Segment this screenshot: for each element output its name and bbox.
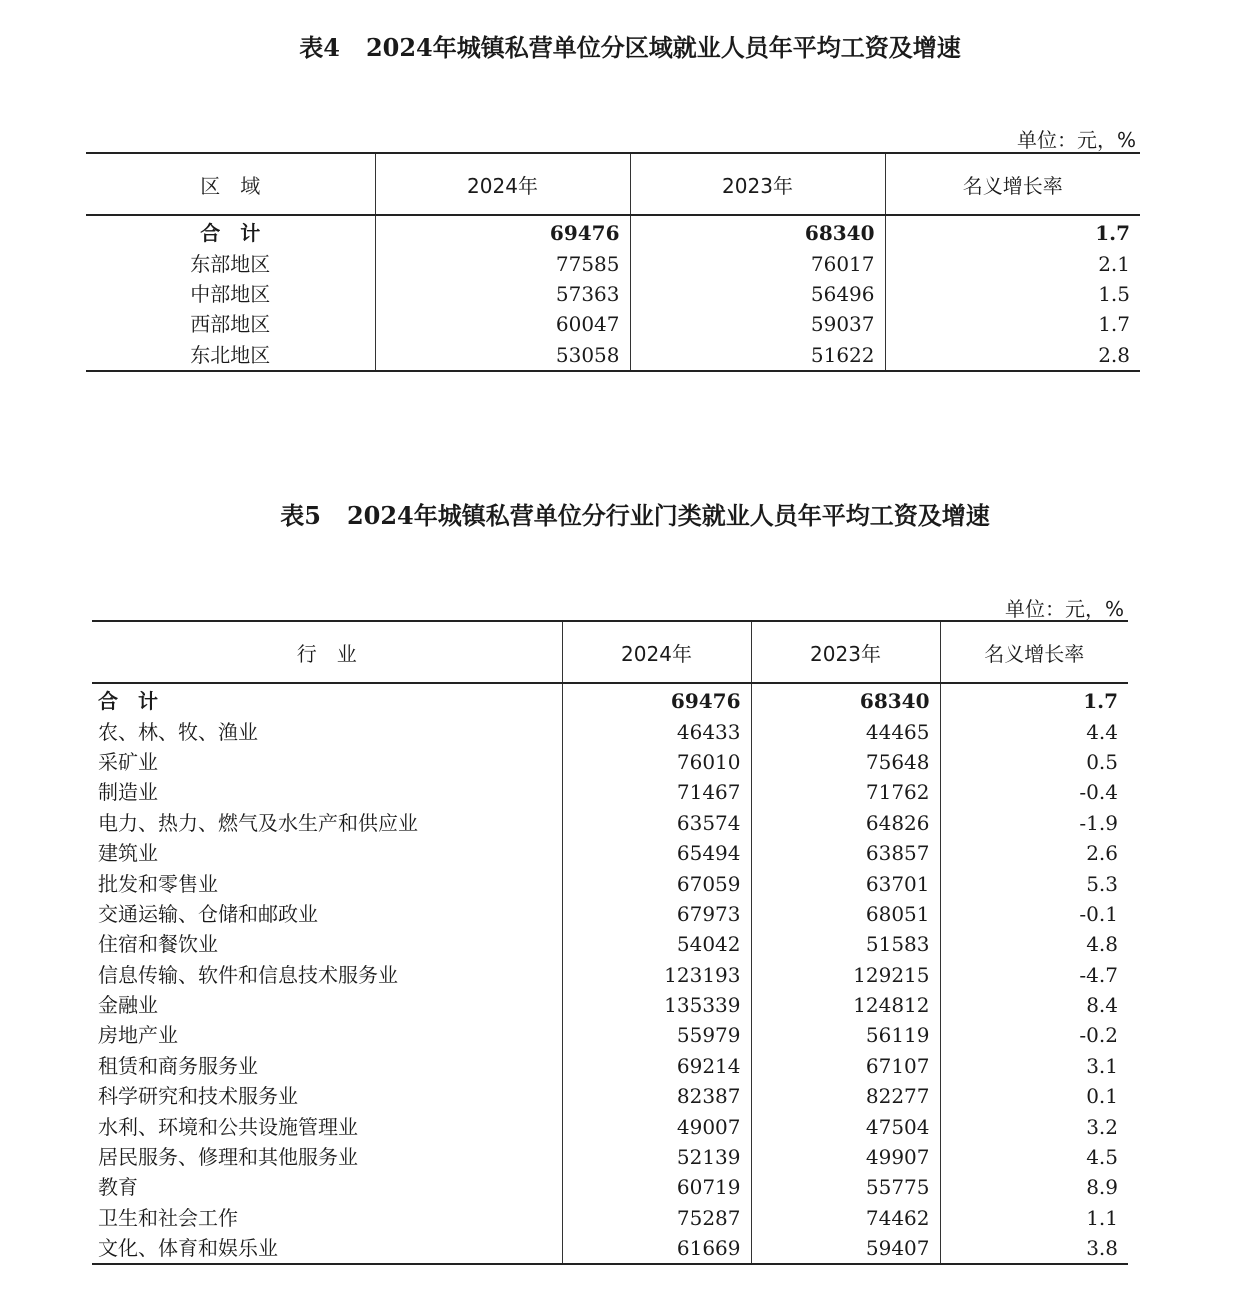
table-row: [92, 1203, 1128, 1233]
row-growth: 5.3: [940, 868, 1128, 898]
row-growth: 0.1: [940, 1081, 1128, 1111]
row-value-2023: 49907: [751, 1142, 940, 1172]
row-name: 电力、热力、燃气及水生产和供应业: [98, 810, 418, 835]
row-growth: 4.8: [940, 929, 1128, 959]
row-value-2023: 67107: [751, 1051, 940, 1081]
row-value-2024: 52139: [562, 1142, 751, 1172]
row-name: 农、林、牧、渔业: [98, 719, 258, 744]
row-value-2024: 123193: [562, 960, 751, 990]
table4-header-2024: 2024年: [375, 153, 630, 215]
row-growth: 8.4: [940, 990, 1128, 1020]
table-row: [92, 1111, 1128, 1141]
row-value-2023: 51622: [630, 340, 885, 371]
row-growth: 4.5: [940, 1142, 1128, 1172]
row-growth: -1.9: [940, 808, 1128, 838]
table-row: [92, 683, 1128, 716]
table-row: [92, 808, 1128, 838]
table-row: [86, 309, 1140, 339]
table-row: [86, 279, 1140, 309]
row-value-2023: 68051: [751, 899, 940, 929]
row-name: 合 计: [98, 689, 158, 714]
row-value-2023: 44465: [751, 716, 940, 746]
row-value-2023: 59407: [751, 1233, 940, 1264]
row-name: 西部地区: [190, 312, 271, 337]
table-row: [92, 868, 1128, 898]
row-value-2024: 82387: [562, 1081, 751, 1111]
row-value-2023: 56496: [630, 279, 885, 309]
table-row: [92, 1020, 1128, 1050]
row-name: 信息传输、软件和信息技术服务业: [98, 962, 398, 987]
row-value-2024: 57363: [375, 279, 630, 309]
table-row: [92, 716, 1128, 746]
row-value-2023: 47504: [751, 1111, 940, 1141]
table5: [92, 620, 1128, 1265]
row-value-2023: 59037: [630, 309, 885, 339]
table-row: [92, 1051, 1128, 1081]
table4-header-region: 区 域: [86, 153, 375, 215]
row-growth: 1.7: [940, 683, 1128, 716]
row-growth: 3.1: [940, 1051, 1128, 1081]
row-growth: -4.7: [940, 960, 1128, 990]
table5-header-industry: 行 业: [92, 621, 562, 683]
row-name: 租赁和商务服务业: [98, 1053, 258, 1078]
row-name: 东北地区: [86, 340, 375, 371]
table5-unit: 单位：元，%: [1004, 597, 1124, 621]
table4-header-2023: 2023年: [630, 153, 885, 215]
row-value-2024: 49007: [562, 1111, 751, 1141]
row-growth: 1.7: [885, 309, 1140, 339]
table4-title: [0, 28, 1260, 63]
row-value-2023: 76017: [630, 248, 885, 278]
table5-header-row: [92, 621, 1128, 683]
table5-label: 表5: [280, 501, 321, 530]
row-growth: 3.8: [940, 1233, 1128, 1264]
table5-header-growth: 名义增长率: [940, 621, 1128, 683]
row-value-2023: 68340: [751, 683, 940, 716]
row-name: 文化、体育和娱乐业: [92, 1233, 562, 1264]
row-growth: -0.2: [940, 1020, 1128, 1050]
table4-header-row: [86, 153, 1140, 215]
row-name: 居民服务、修理和其他服务业: [98, 1145, 358, 1170]
table4-label: 表4: [299, 33, 340, 62]
row-value-2023: 82277: [751, 1081, 940, 1111]
table4-unit: 单位：元，%: [1016, 128, 1136, 152]
row-value-2023: 55775: [751, 1172, 940, 1202]
table-row: [92, 1081, 1128, 1111]
row-name: 水利、环境和公共设施管理业: [98, 1114, 358, 1139]
table4-title-text: 2024年城镇私营单位分区域就业人员年平均工资及增速: [365, 33, 961, 62]
row-value-2024: 69214: [562, 1051, 751, 1081]
row-value-2024: 63574: [562, 808, 751, 838]
row-value-2024: 71467: [562, 777, 751, 807]
table4-header-growth: 名义增长率: [885, 153, 1140, 215]
row-growth: 3.2: [940, 1111, 1128, 1141]
row-value-2023: 64826: [751, 808, 940, 838]
row-name: 采矿业: [98, 749, 158, 774]
row-growth: 0.5: [940, 747, 1128, 777]
row-name: 批发和零售业: [98, 871, 218, 896]
row-value-2024: 54042: [562, 929, 751, 959]
row-name: 建筑业: [98, 841, 158, 866]
row-value-2024: 60719: [562, 1172, 751, 1202]
row-value-2024: 135339: [562, 990, 751, 1020]
table-row: [92, 990, 1128, 1020]
row-value-2023: 56119: [751, 1020, 940, 1050]
row-name: 合 计: [200, 221, 261, 246]
table-row: [86, 248, 1140, 278]
row-growth: -0.4: [940, 777, 1128, 807]
row-value-2023: 63701: [751, 868, 940, 898]
row-value-2023: 63857: [751, 838, 940, 868]
row-growth: -0.1: [940, 899, 1128, 929]
row-value-2024: 46433: [562, 716, 751, 746]
row-value-2024: 55979: [562, 1020, 751, 1050]
table-row: [92, 1142, 1128, 1172]
table4: [86, 152, 1140, 372]
row-value-2024: 60047: [375, 309, 630, 339]
row-value-2024: 76010: [562, 747, 751, 777]
table-row: [92, 899, 1128, 929]
row-value-2024: 61669: [562, 1233, 751, 1264]
row-value-2023: 124812: [751, 990, 940, 1020]
table5-title: [0, 496, 1260, 531]
table5-title-text: 2024年城镇私营单位分行业门类就业人员年平均工资及增速: [346, 501, 990, 530]
row-growth: 2.1: [885, 248, 1140, 278]
row-name: 卫生和社会工作: [98, 1205, 238, 1230]
table-row: [92, 747, 1128, 777]
row-name: 教育: [98, 1175, 138, 1200]
row-growth: 2.6: [940, 838, 1128, 868]
row-growth: 1.5: [885, 279, 1140, 309]
row-value-2024: 75287: [562, 1203, 751, 1233]
table-row: [92, 1172, 1128, 1202]
table5-header-2024: 2024年: [562, 621, 751, 683]
table-row: [92, 960, 1128, 990]
row-growth: 1.7: [885, 215, 1140, 248]
row-value-2024: 69476: [562, 683, 751, 716]
table-row: [92, 777, 1128, 807]
row-value-2023: 74462: [751, 1203, 940, 1233]
row-value-2024: 67059: [562, 868, 751, 898]
row-value-2023: 71762: [751, 777, 940, 807]
row-name: 住宿和餐饮业: [98, 932, 218, 957]
row-name: 科学研究和技术服务业: [98, 1084, 298, 1109]
table-row: [86, 340, 1140, 371]
row-growth: 2.8: [885, 340, 1140, 371]
row-value-2023: 51583: [751, 929, 940, 959]
row-growth: 8.9: [940, 1172, 1128, 1202]
table-row: [92, 929, 1128, 959]
row-value-2023: 129215: [751, 960, 940, 990]
row-name: 交通运输、仓储和邮政业: [98, 901, 318, 926]
row-value-2024: 77585: [375, 248, 630, 278]
table-row: [92, 838, 1128, 868]
row-name: 房地产业: [98, 1023, 178, 1048]
row-growth: 4.4: [940, 716, 1128, 746]
table5-header-2023: 2023年: [751, 621, 940, 683]
table-row: [86, 215, 1140, 248]
row-value-2024: 69476: [375, 215, 630, 248]
row-value-2024: 53058: [375, 340, 630, 371]
row-value-2024: 65494: [562, 838, 751, 868]
row-name: 东部地区: [190, 251, 271, 276]
table-row: [92, 1233, 1128, 1264]
row-growth: 1.1: [940, 1203, 1128, 1233]
row-value-2024: 67973: [562, 899, 751, 929]
row-name: 制造业: [98, 780, 158, 805]
row-value-2023: 75648: [751, 747, 940, 777]
row-value-2023: 68340: [630, 215, 885, 248]
row-name: 中部地区: [190, 281, 271, 306]
row-name: 金融业: [98, 993, 158, 1018]
